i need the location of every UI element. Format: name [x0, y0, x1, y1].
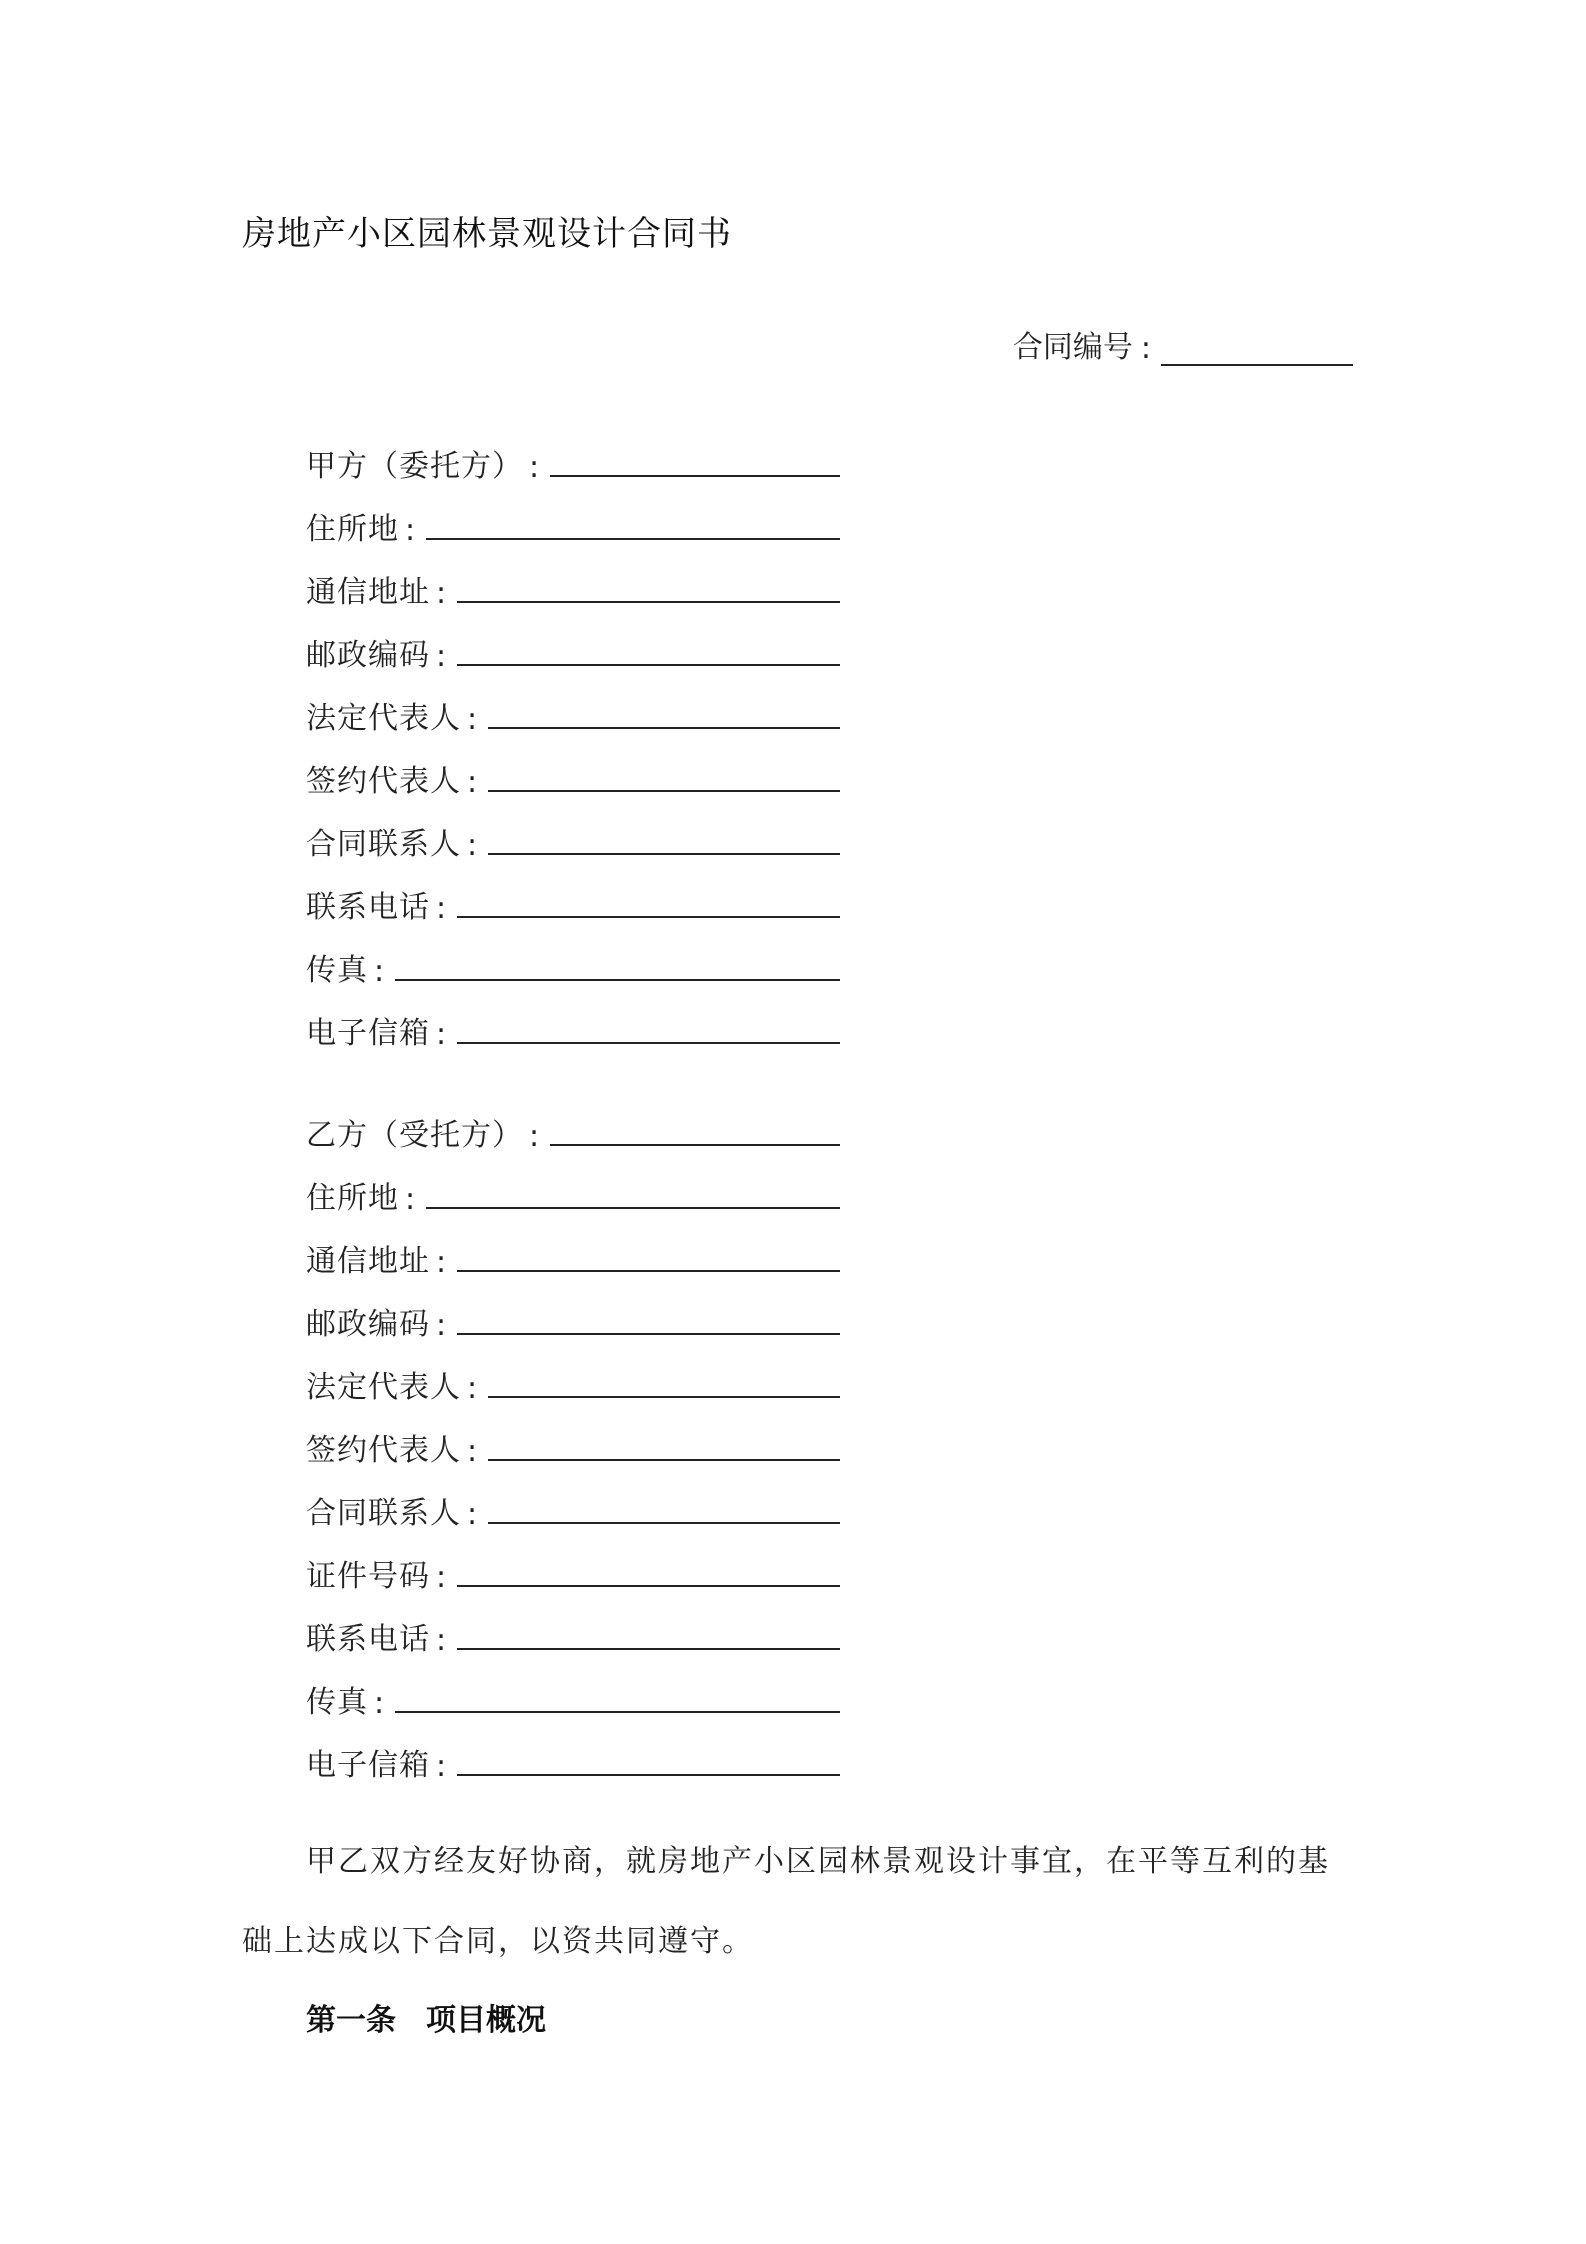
party-a-heading-field	[306, 428, 840, 491]
field-label: 合同联系人	[306, 827, 461, 862]
party-a-field	[306, 806, 840, 869]
field-label: 邮政编码	[306, 1307, 430, 1342]
party-a-field	[306, 869, 840, 932]
field-blank[interactable]	[395, 939, 840, 981]
field-label: 传真	[306, 953, 368, 988]
field-label: 签约代表人	[306, 764, 461, 799]
document-title: 房地产小区园林景观设计合同书	[242, 214, 732, 254]
field-label: 联系电话	[306, 1622, 430, 1657]
field-label: 通信地址	[306, 575, 430, 610]
colon: :	[436, 1017, 448, 1052]
field-label: 电子信箱	[306, 1748, 430, 1783]
field-blank[interactable]	[457, 1734, 840, 1776]
contract-number-field	[1013, 322, 1353, 366]
intro-paragraph: 甲乙双方经友好协商，就房地产小区园林景观设计事宜，在平等互利的基础上达成以下合同，以资共同遵守。	[242, 1844, 1330, 1959]
field-blank[interactable]	[457, 1002, 840, 1044]
field-blank[interactable]	[457, 1230, 840, 1272]
colon: :	[436, 1245, 448, 1280]
party-b-field	[306, 1160, 840, 1223]
field-blank[interactable]	[488, 687, 840, 729]
field-blank[interactable]	[457, 624, 840, 666]
contract-number-blank[interactable]	[1161, 330, 1353, 366]
colon: :	[405, 1182, 417, 1217]
colon: :	[467, 702, 479, 737]
party-a-section	[306, 428, 840, 1058]
colon: :	[374, 1686, 386, 1721]
colon: :	[436, 1560, 448, 1595]
party-b-heading-field	[306, 1097, 840, 1160]
party-b-field	[306, 1727, 840, 1790]
field-label: 证件号码	[306, 1559, 430, 1594]
colon: :	[467, 828, 479, 863]
field-blank[interactable]	[457, 1293, 840, 1335]
party-b-heading: 乙方（受托方）	[306, 1118, 523, 1153]
field-label: 签约代表人	[306, 1433, 461, 1468]
party-a-name-blank[interactable]	[550, 435, 840, 477]
field-label: 电子信箱	[306, 1016, 430, 1051]
party-b-section	[306, 1097, 840, 1790]
field-blank[interactable]	[426, 498, 840, 540]
party-b-field	[306, 1475, 840, 1538]
field-label: 住所地	[306, 512, 399, 547]
article-title: 项目概况	[426, 2003, 546, 2038]
field-blank[interactable]	[457, 561, 840, 603]
field-label: 邮政编码	[306, 638, 430, 673]
party-b-field	[306, 1223, 840, 1286]
field-label: 法定代表人	[306, 701, 461, 736]
party-b-field	[306, 1601, 840, 1664]
field-blank[interactable]	[488, 813, 840, 855]
colon: :	[436, 576, 448, 611]
field-blank[interactable]	[488, 1482, 840, 1524]
colon: :	[436, 891, 448, 926]
colon: :	[436, 1749, 448, 1784]
colon: :	[436, 639, 448, 674]
article-number: 第一条	[306, 2003, 396, 2038]
field-blank[interactable]	[457, 1545, 840, 1587]
contract-number-colon: :	[1140, 331, 1151, 366]
party-a-heading: 甲方（委托方）	[306, 449, 523, 484]
party-b-field	[306, 1349, 840, 1412]
colon: :	[529, 1119, 541, 1154]
field-blank[interactable]	[488, 1356, 840, 1398]
field-label: 合同联系人	[306, 1496, 461, 1531]
party-b-field	[306, 1286, 840, 1349]
colon: :	[467, 1434, 479, 1469]
colon: :	[529, 450, 541, 485]
colon: :	[467, 1497, 479, 1532]
party-b-name-blank[interactable]	[550, 1104, 840, 1146]
contract-number-label: 合同编号	[1012, 330, 1133, 365]
field-label: 联系电话	[306, 890, 430, 925]
party-b-field	[306, 1538, 840, 1601]
party-b-field	[306, 1664, 840, 1727]
field-blank[interactable]	[395, 1671, 840, 1713]
colon: :	[405, 513, 417, 548]
colon: :	[374, 954, 386, 989]
field-blank[interactable]	[488, 750, 840, 792]
field-label: 住所地	[306, 1181, 399, 1216]
field-blank[interactable]	[426, 1167, 840, 1209]
field-blank[interactable]	[457, 876, 840, 918]
colon: :	[467, 1371, 479, 1406]
field-label: 通信地址	[306, 1244, 430, 1279]
party-a-field	[306, 995, 840, 1058]
party-a-field	[306, 491, 840, 554]
field-blank[interactable]	[488, 1419, 840, 1461]
colon: :	[436, 1308, 448, 1343]
colon: :	[436, 1623, 448, 1658]
party-a-field	[306, 554, 840, 617]
field-label: 传真	[306, 1685, 368, 1720]
article-heading	[306, 1995, 546, 2039]
party-a-field	[306, 743, 840, 806]
field-blank[interactable]	[457, 1608, 840, 1650]
party-b-field	[306, 1412, 840, 1475]
party-a-field	[306, 680, 840, 743]
party-a-field	[306, 932, 840, 995]
field-label: 法定代表人	[306, 1370, 461, 1405]
party-a-field	[306, 617, 840, 680]
colon: :	[467, 765, 479, 800]
